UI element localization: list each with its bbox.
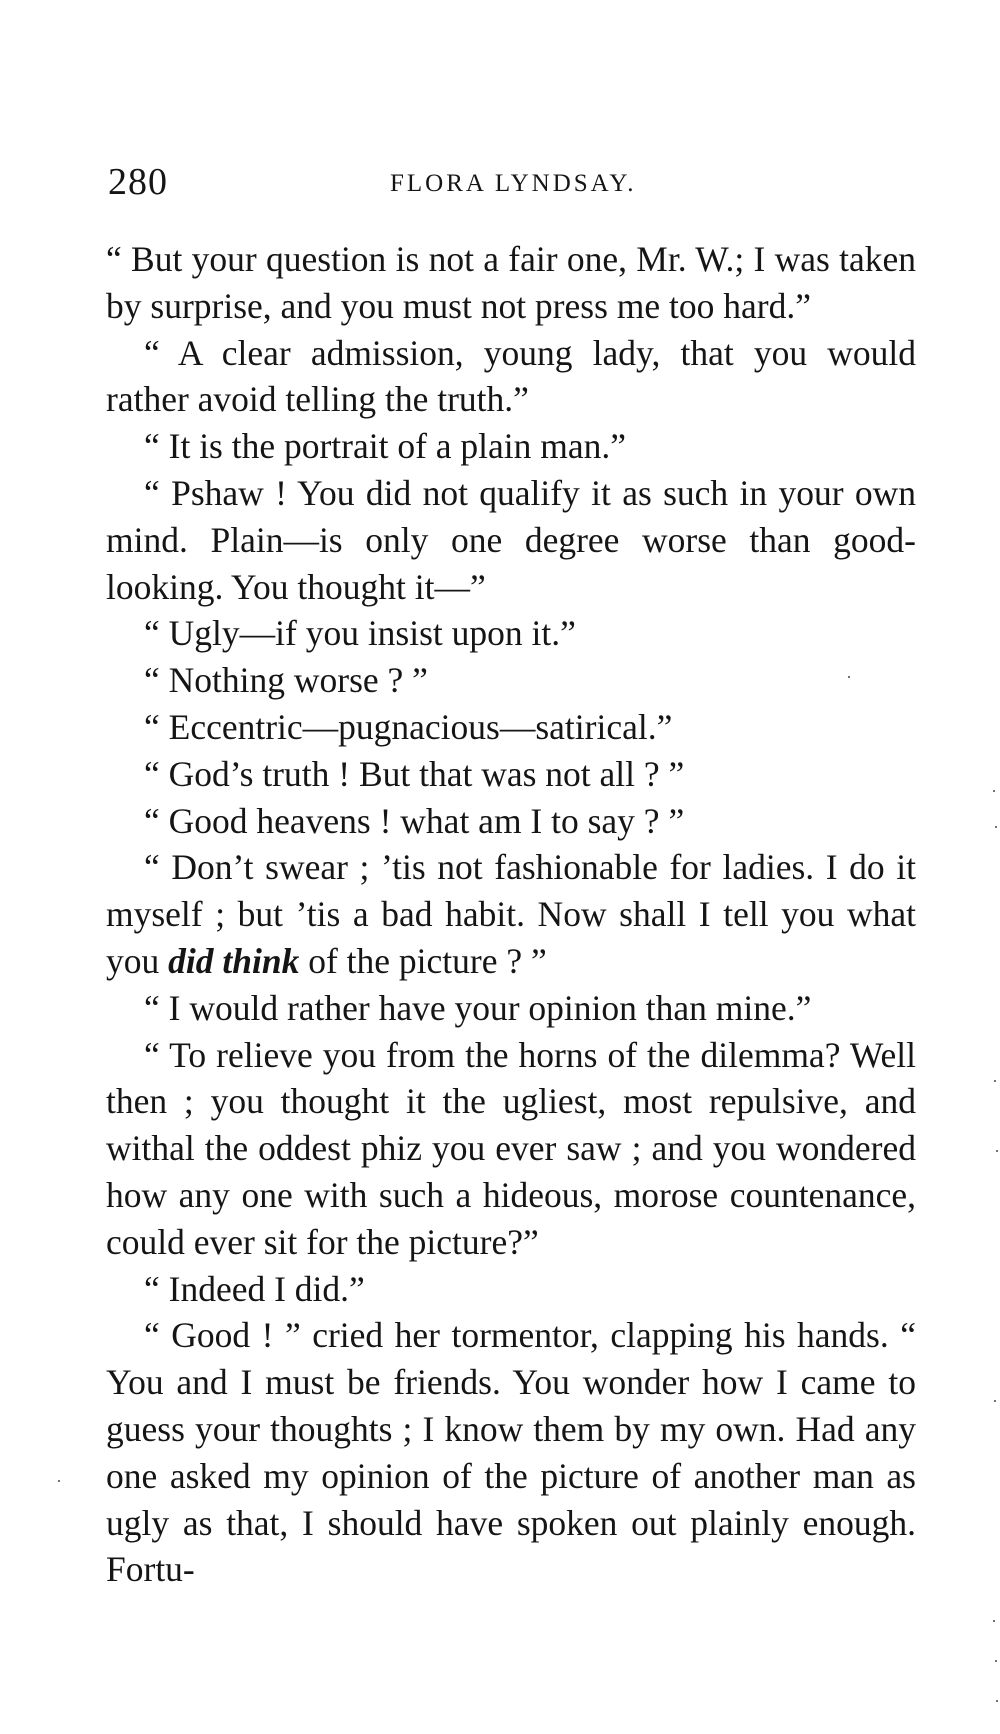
scan-speck	[993, 1620, 995, 1622]
scan-speck	[995, 1660, 997, 1662]
scan-speck	[996, 1150, 998, 1152]
body-text	[106, 236, 916, 1593]
emphasis-text: did think	[168, 940, 300, 981]
paragraph: “ Ugly—if you insist upon it.”	[144, 613, 576, 654]
paragraph: “ But your question is not a fair one, Mr. W.; I was taken by surprise, and you must not press me too hard.”	[106, 239, 916, 326]
running-title: FLORA LYNDSAY.	[390, 170, 637, 197]
paragraph	[106, 844, 916, 984]
scan-speck	[996, 1700, 998, 1702]
paragraph: “ Good heavens ! what am I to say ? ”	[144, 800, 685, 841]
page-number: 280	[108, 161, 168, 203]
scan-speck	[993, 790, 995, 792]
paragraph-text: “ Don’t swear ; ’tis not fashionable for ladies. I do it myself ; but ’tis a bad habit. Now shall I tell you what you	[106, 847, 916, 981]
paragraph: “ God’s truth ! But that was not all ? ”	[144, 753, 685, 794]
paragraph-text: of the picture ? ”	[299, 940, 547, 981]
paragraph: “ Eccentric—pugnacious—satirical.”	[144, 706, 673, 747]
running-head	[108, 160, 918, 204]
paragraph: “ Pshaw ! You did not qualify it as such in your own mind. Plain—is only one degree worse than good-looking. You thought it—”	[106, 472, 916, 607]
paragraph: “ Good ! ” cried her tormentor, clapping his hands. “ You and I must be friends. You wonder how I came to guess your thoughts ; I know them by my own. Had any one asked my opinion of the picture of another man as ugly as that, I should have spoken out plainly enough. Fortu-	[106, 1315, 916, 1590]
scan-speck	[994, 1080, 996, 1082]
paragraph: “ A clear admission, young lady, that you would rather avoid telling the truth.”	[106, 332, 916, 420]
paragraph: “ It is the portrait of a plain man.”	[144, 426, 627, 467]
scan-speck	[995, 826, 997, 828]
paragraph: “ Indeed I did.”	[144, 1268, 365, 1309]
paragraph: “ I would rather have your opinion than mine.”	[144, 987, 812, 1028]
paragraph: “ Nothing worse ? ”	[144, 660, 428, 701]
scan-speck	[994, 1400, 996, 1402]
scan-speck	[58, 1480, 60, 1482]
paragraph: “ To relieve you from the horns of the dilemma? Well then ; you thought it the ugliest, most repulsive, and withal the oddest phiz you ever saw ; and you wondered how any one with such a hideous, morose countenance, could ever sit for the picture?”	[106, 1034, 916, 1262]
scan-speck	[848, 676, 850, 678]
